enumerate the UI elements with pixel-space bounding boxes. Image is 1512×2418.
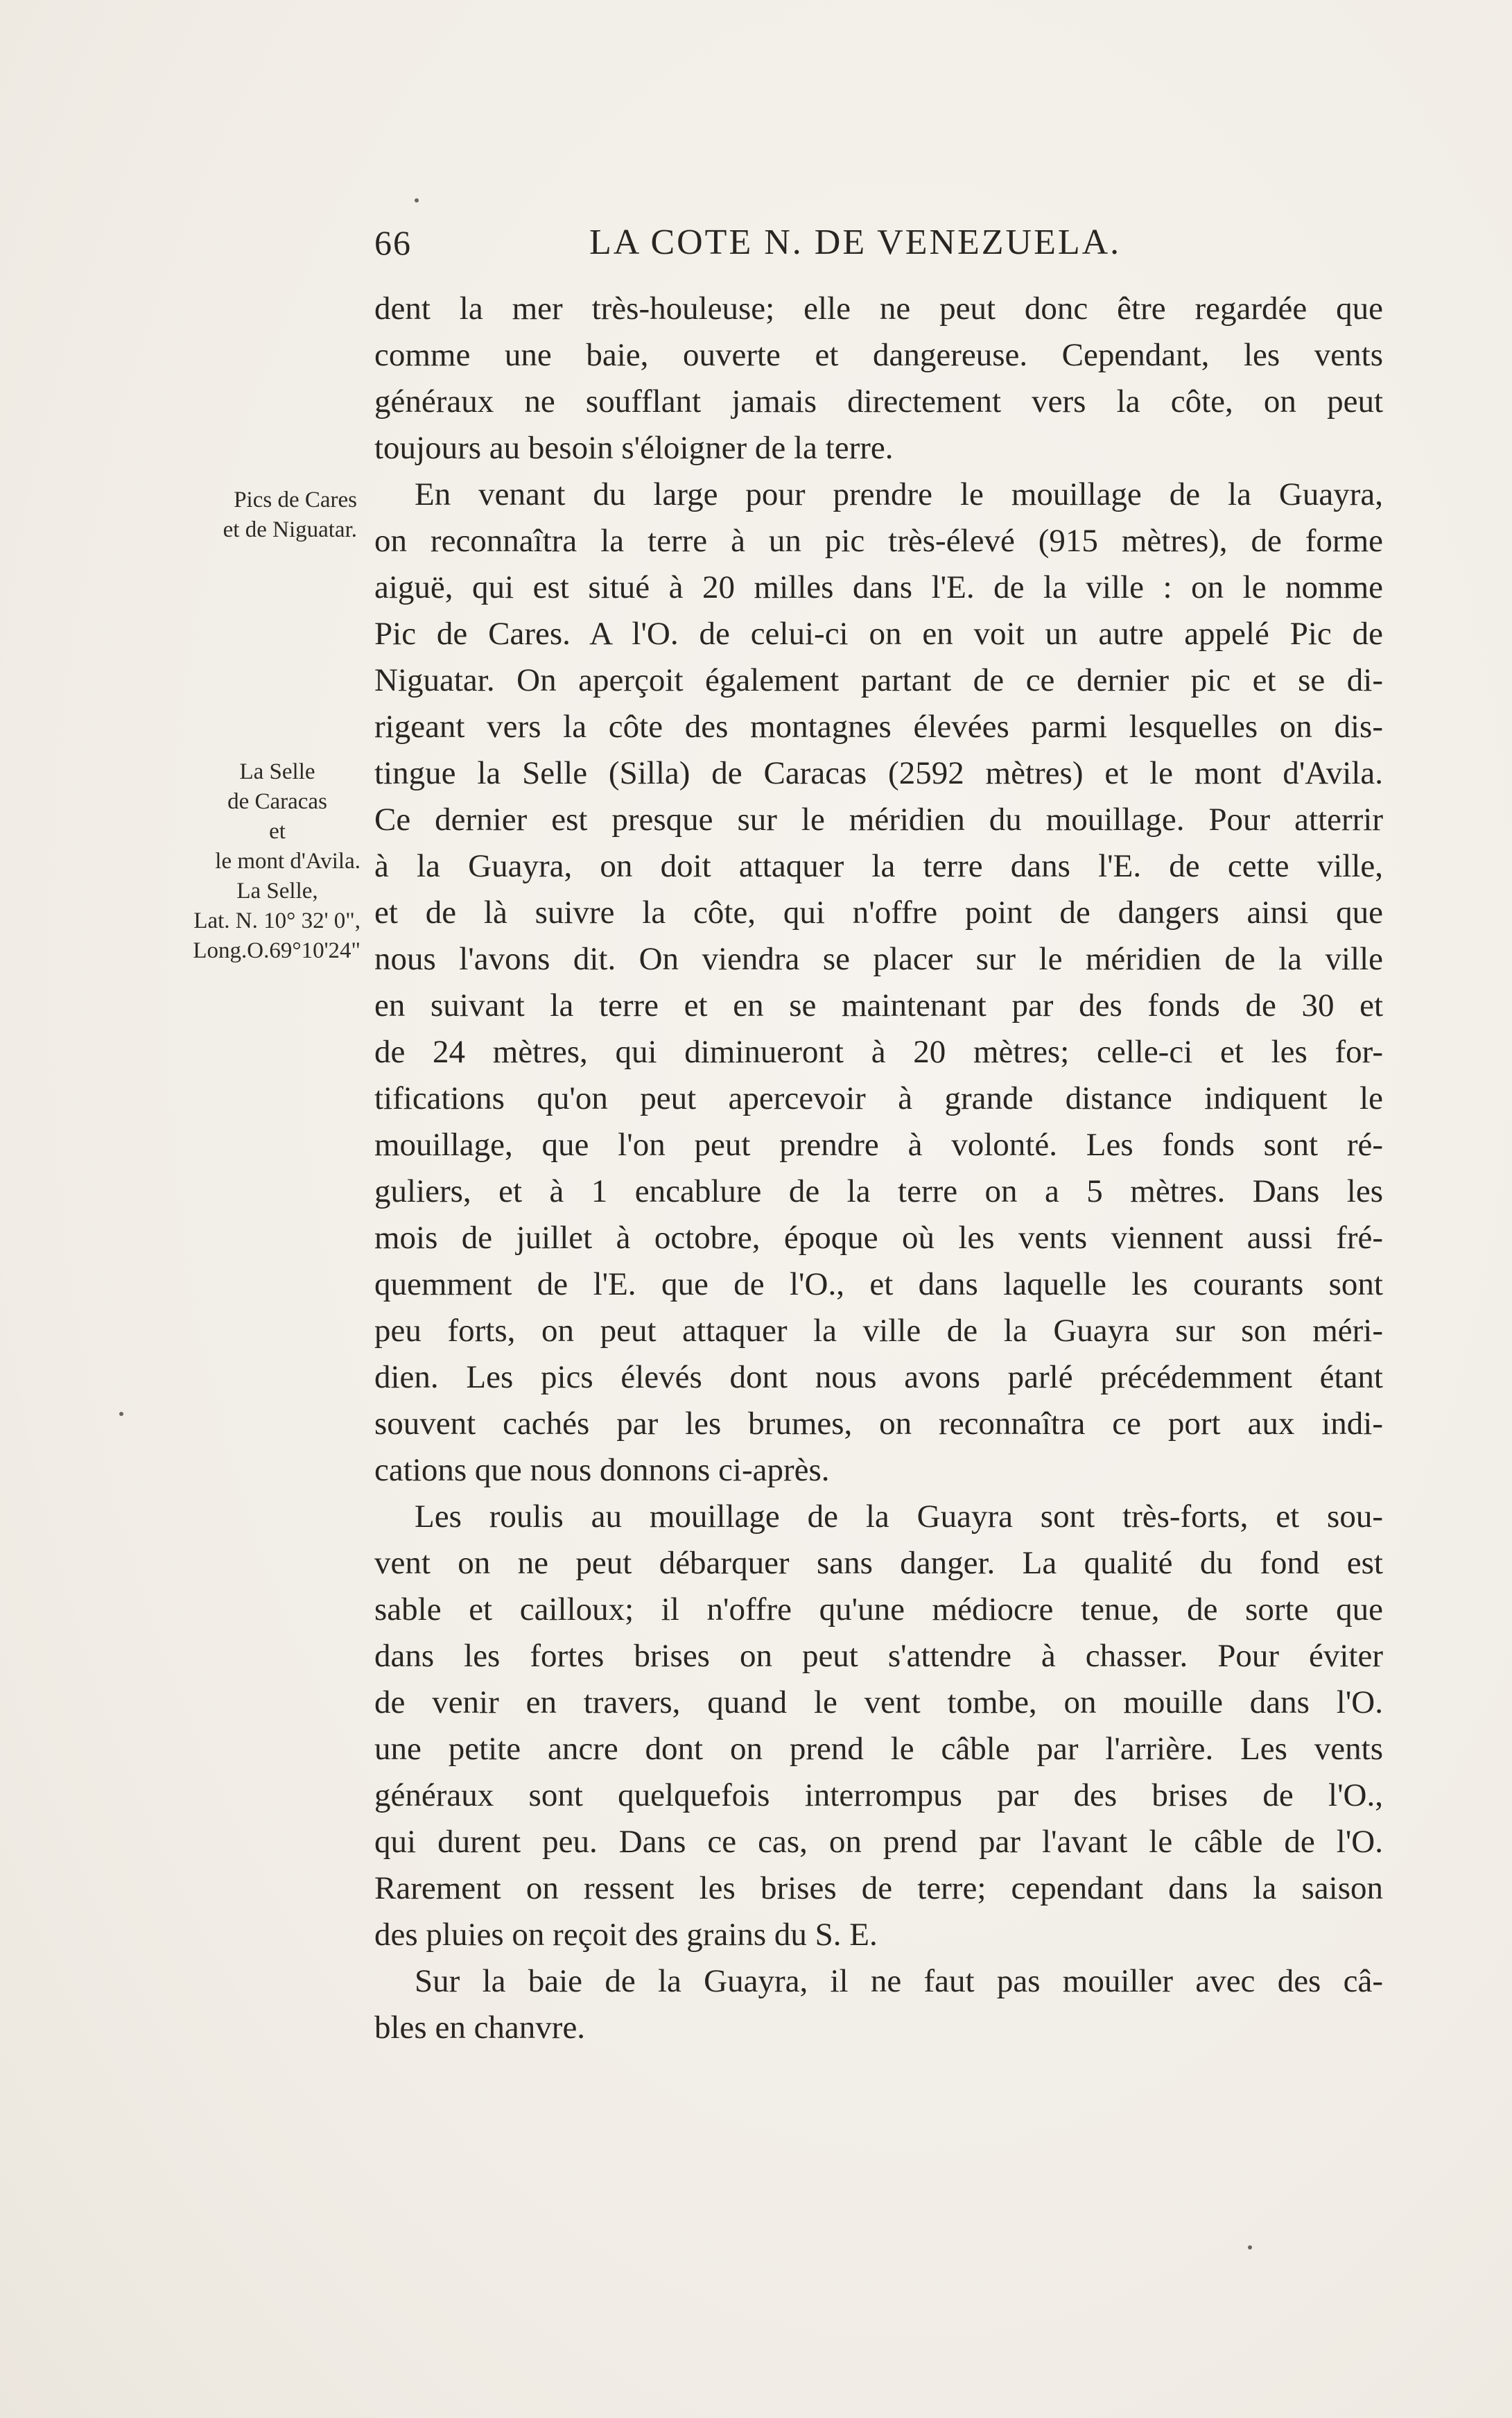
text-line: Rarement on ressent les brises de terre; cependant dans la saison [374, 1870, 1383, 1906]
page-number: 66 [374, 223, 412, 262]
margin-note-line: La Selle, [236, 879, 318, 904]
print-speck [1248, 2245, 1252, 2249]
margin-note-line: Long.O.69°10'24" [193, 938, 360, 963]
running-title: LA COTE N. DE VENEZUELA. [589, 223, 1122, 262]
text-line: dent la mer très-houleuse; elle ne peut donc être regardée que [374, 291, 1383, 327]
text-line: souvent cachés par les brumes, on reconnaîtra ce port aux indi- [374, 1406, 1383, 1442]
margin-note-line: le mont d'Avila. [215, 849, 360, 874]
text-line: généraux ne soufflant jamais directement vers la côte, on peut [374, 383, 1383, 420]
text-line: qui durent peu. Dans ce cas, on prend par l'avant le câble de l'O. [374, 1824, 1383, 1860]
text-line: mois de juillet à octobre, époque où les vents viennent aussi fré- [374, 1220, 1383, 1256]
margin-note-line: et [269, 819, 286, 844]
margin-note-line: Lat. N. 10° 32' 0", [193, 908, 360, 933]
text-line: guliers, et à 1 encablure de la terre on a 5 mètres. Dans les [374, 1173, 1383, 1209]
margin-note-selle [146, 757, 360, 966]
text-line: mouillage, que l'on peut prendre à volonté. Les fonds sont ré- [374, 1127, 1383, 1163]
text-line: généraux sont quelquefois interrompus par des brises de l'O., [374, 1777, 1383, 1813]
text-line: Niguatar. On aperçoit également partant de ce dernier pic et se di- [374, 662, 1383, 698]
margin-note-cares [156, 485, 357, 545]
text-line: à la Guayra, on doit attaquer la terre dans l'E. de cette ville, [374, 848, 1383, 884]
text-line: dans les fortes brises on peut s'attendre à chasser. Pour éviter [374, 1638, 1383, 1674]
text-line: aiguë, qui est situé à 20 milles dans l'E. de la ville : on le nomme [374, 569, 1383, 605]
text-line: Pic de Cares. A l'O. de celui-ci on en voit un autre appelé Pic de [374, 616, 1383, 652]
text-line: de venir en travers, quand le vent tombe, on mouille dans l'O. [374, 1684, 1383, 1720]
text-line: tifications qu'on peut apercevoir à grande distance indiquent le [374, 1080, 1383, 1116]
text-line: quemment de l'E. que de l'O., et dans laquelle les courants sont [374, 1266, 1383, 1302]
text-line: tingue la Selle (Silla) de Caracas (2592 mètres) et le mont d'Avila. [374, 755, 1383, 791]
text-line: Les roulis au mouillage de la Guayra sont très-forts, et sou- [415, 1499, 1383, 1535]
text-line: comme une baie, ouverte et dangereuse. Cependant, les vents [374, 337, 1383, 373]
page-header [374, 221, 1383, 265]
margin-note-line: Pics de Cares [234, 487, 357, 512]
text-line: dien. Les pics élevés dont nous avons parlé précédemment étant [374, 1359, 1383, 1395]
text-line: Sur la baie de la Guayra, il ne faut pas mouiller avec des câ- [415, 1963, 1383, 1999]
text-line: on reconnaîtra la terre à un pic très-élevé (915 mètres), de forme [374, 523, 1383, 559]
body-text [374, 286, 1383, 2051]
text-line: sable et cailloux; il n'offre qu'une médiocre tenue, de sorte que [374, 1591, 1383, 1627]
print-speck [119, 1412, 123, 1416]
margin-note-line: et de Niguatar. [223, 517, 357, 542]
text-line: peu forts, on peut attaquer la ville de la Guayra sur son méri- [374, 1313, 1383, 1349]
text-line: et de là suivre la côte, qui n'offre point de dangers ainsi que [374, 895, 1383, 931]
text-line: En venant du large pour prendre le mouillage de la Guayra, [415, 476, 1383, 512]
text-line: bles en chanvre. [374, 2010, 586, 2046]
text-line: nous l'avons dit. On viendra se placer sur le méridien de la ville [374, 941, 1383, 977]
text-line: une petite ancre dont on prend le câble par l'arrière. Les vents [374, 1731, 1383, 1767]
margin-note-line: de Caracas [227, 789, 327, 814]
text-line: des pluies on reçoit des grains du S. E. [374, 1917, 878, 1953]
print-speck [415, 198, 419, 202]
text-line: rigeant vers la côte des montagnes élevées parmi lesquelles on dis- [374, 709, 1383, 745]
text-line: Ce dernier est presque sur le méridien du mouillage. Pour atterrir [374, 802, 1383, 838]
text-line: vent on ne peut débarquer sans danger. La qualité du fond est [374, 1545, 1383, 1581]
text-line: toujours au besoin s'éloigner de la terre. [374, 430, 894, 466]
text-line: de 24 mètres, qui diminueront à 20 mètres; celle-ci et les for- [374, 1034, 1383, 1070]
text-line: cations que nous donnons ci-après. [374, 1452, 830, 1488]
margin-note-line: La Selle [239, 759, 315, 784]
text-line: en suivant la terre et en se maintenant par des fonds de 30 et [374, 987, 1383, 1024]
